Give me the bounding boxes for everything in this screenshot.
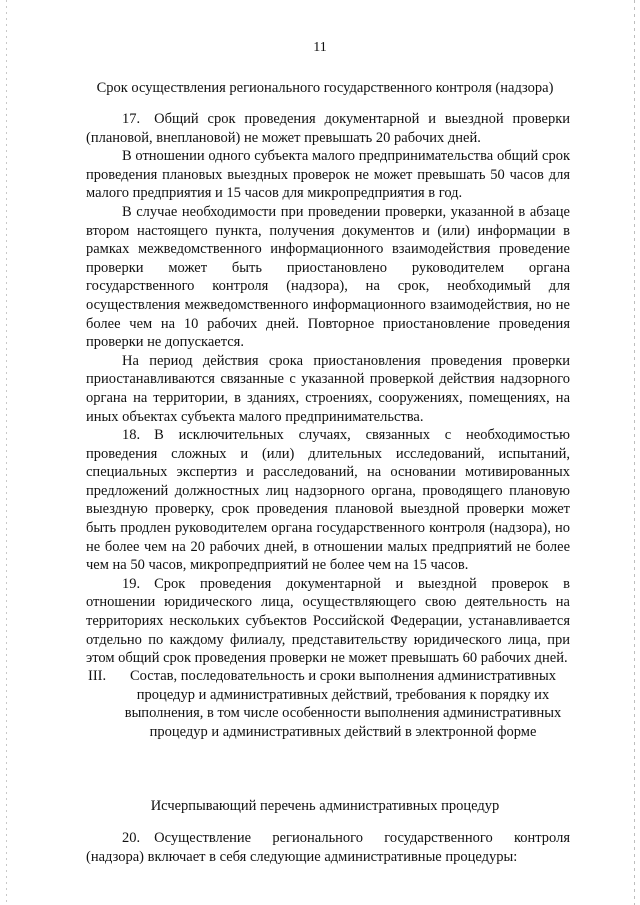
paragraph-17 xyxy=(86,110,570,147)
heading-term: Срок осуществления регионального государственного контроля (надзора) xyxy=(96,80,554,96)
paragraph-text: Срок проведения документарной и выездной проверок в отношении юридического лица, осуществляющего свою деятельность на территориях нескольких субъектов Российской Федерации, устанавливается отдельно по каждому филиалу, представительству юридического лица, при этом общий срок проведения проверки не может превышать 60 рабочих дней. xyxy=(86,575,570,667)
paragraph-text: Общий срок проведения документарной и выездной проверки (плановой, внеплановой) не может превышать 20 рабочих дней. xyxy=(86,111,570,146)
paragraph-text: Осуществление регионального государственного контроля (надзора) включает в себя следующие административные процедуры: xyxy=(86,830,570,865)
section-title: Состав, последовательность и сроки выполнения административных процедур и административных действий, требования к порядку их выполнения, в том числе особенности выполнения административных процедур и административных действий в электронной форме xyxy=(124,668,562,740)
paragraph-text: В отношении одного субъекта малого предпринимательства общий срок проведения плановых выездных проверок не может превышать 50 часов для малого предприятия и 15 часов для микропредприятия в год. xyxy=(86,148,570,202)
paragraph-number: 17. xyxy=(122,111,141,127)
paragraph-19 xyxy=(86,575,570,668)
paragraph-text: На период действия срока приостановления проведения проверки приостанавливаются связанные с указанной проверкой действия надзорного органа на территории, в зданиях, строениях, сооружениях, помещениях, на иных объектах субъекта малого предпринимательства. xyxy=(86,352,570,425)
paragraph-number: 18. xyxy=(122,427,141,444)
paragraph-17-3 xyxy=(86,203,570,352)
paragraph-block-2 xyxy=(86,829,570,866)
heading-procedures: Исчерпывающий перечень административных процедур xyxy=(150,798,500,814)
paragraph-20 xyxy=(86,829,570,866)
paragraph-18 xyxy=(86,426,570,575)
paragraph-text: В исключительных случаях, связанных с необходимостью проведения сложных и (или) длительных исследований, испытаний, специальных экспертиз и расследований, на основании мотивированных предложений должностных лиц надзорного органа, проводящего плановую выездную проверку, срок проведения плановой выездной проверки может быть продлен руководителем органа государственного контроля (надзора), но не более чем на 20 рабочих дней, в отношении малых предприятий не более чем на 50 часов, микропредприятий не более чем на 15 часов. xyxy=(86,427,570,574)
page-number: 11 xyxy=(313,40,327,55)
scan-edge-right xyxy=(634,0,635,905)
paragraph-number: 20. xyxy=(122,830,141,846)
paragraph-17-2 xyxy=(86,147,570,203)
scan-edge-left xyxy=(6,0,7,905)
paragraph-number: 19. xyxy=(122,575,141,592)
section-number: III. xyxy=(88,668,107,684)
paragraph-17-4 xyxy=(86,352,570,426)
paragraph-block-1 xyxy=(86,110,570,668)
section-heading xyxy=(86,667,570,741)
paragraph-text: В случае необходимости при проведении проверки, указанной в абзаце втором настоящего пункта, получения документов и (или) информации в рамках межведомственного информационного взаимодействия проведение проверки может быть приостановлено руководителем органа государственного контроля (надзора), на срок, необходимый для осуществления межведомственного информационного взаимодействия, но не более чем на 10 рабочих дней. Повторное приостановление проведения проверки не допускается. xyxy=(86,203,570,351)
